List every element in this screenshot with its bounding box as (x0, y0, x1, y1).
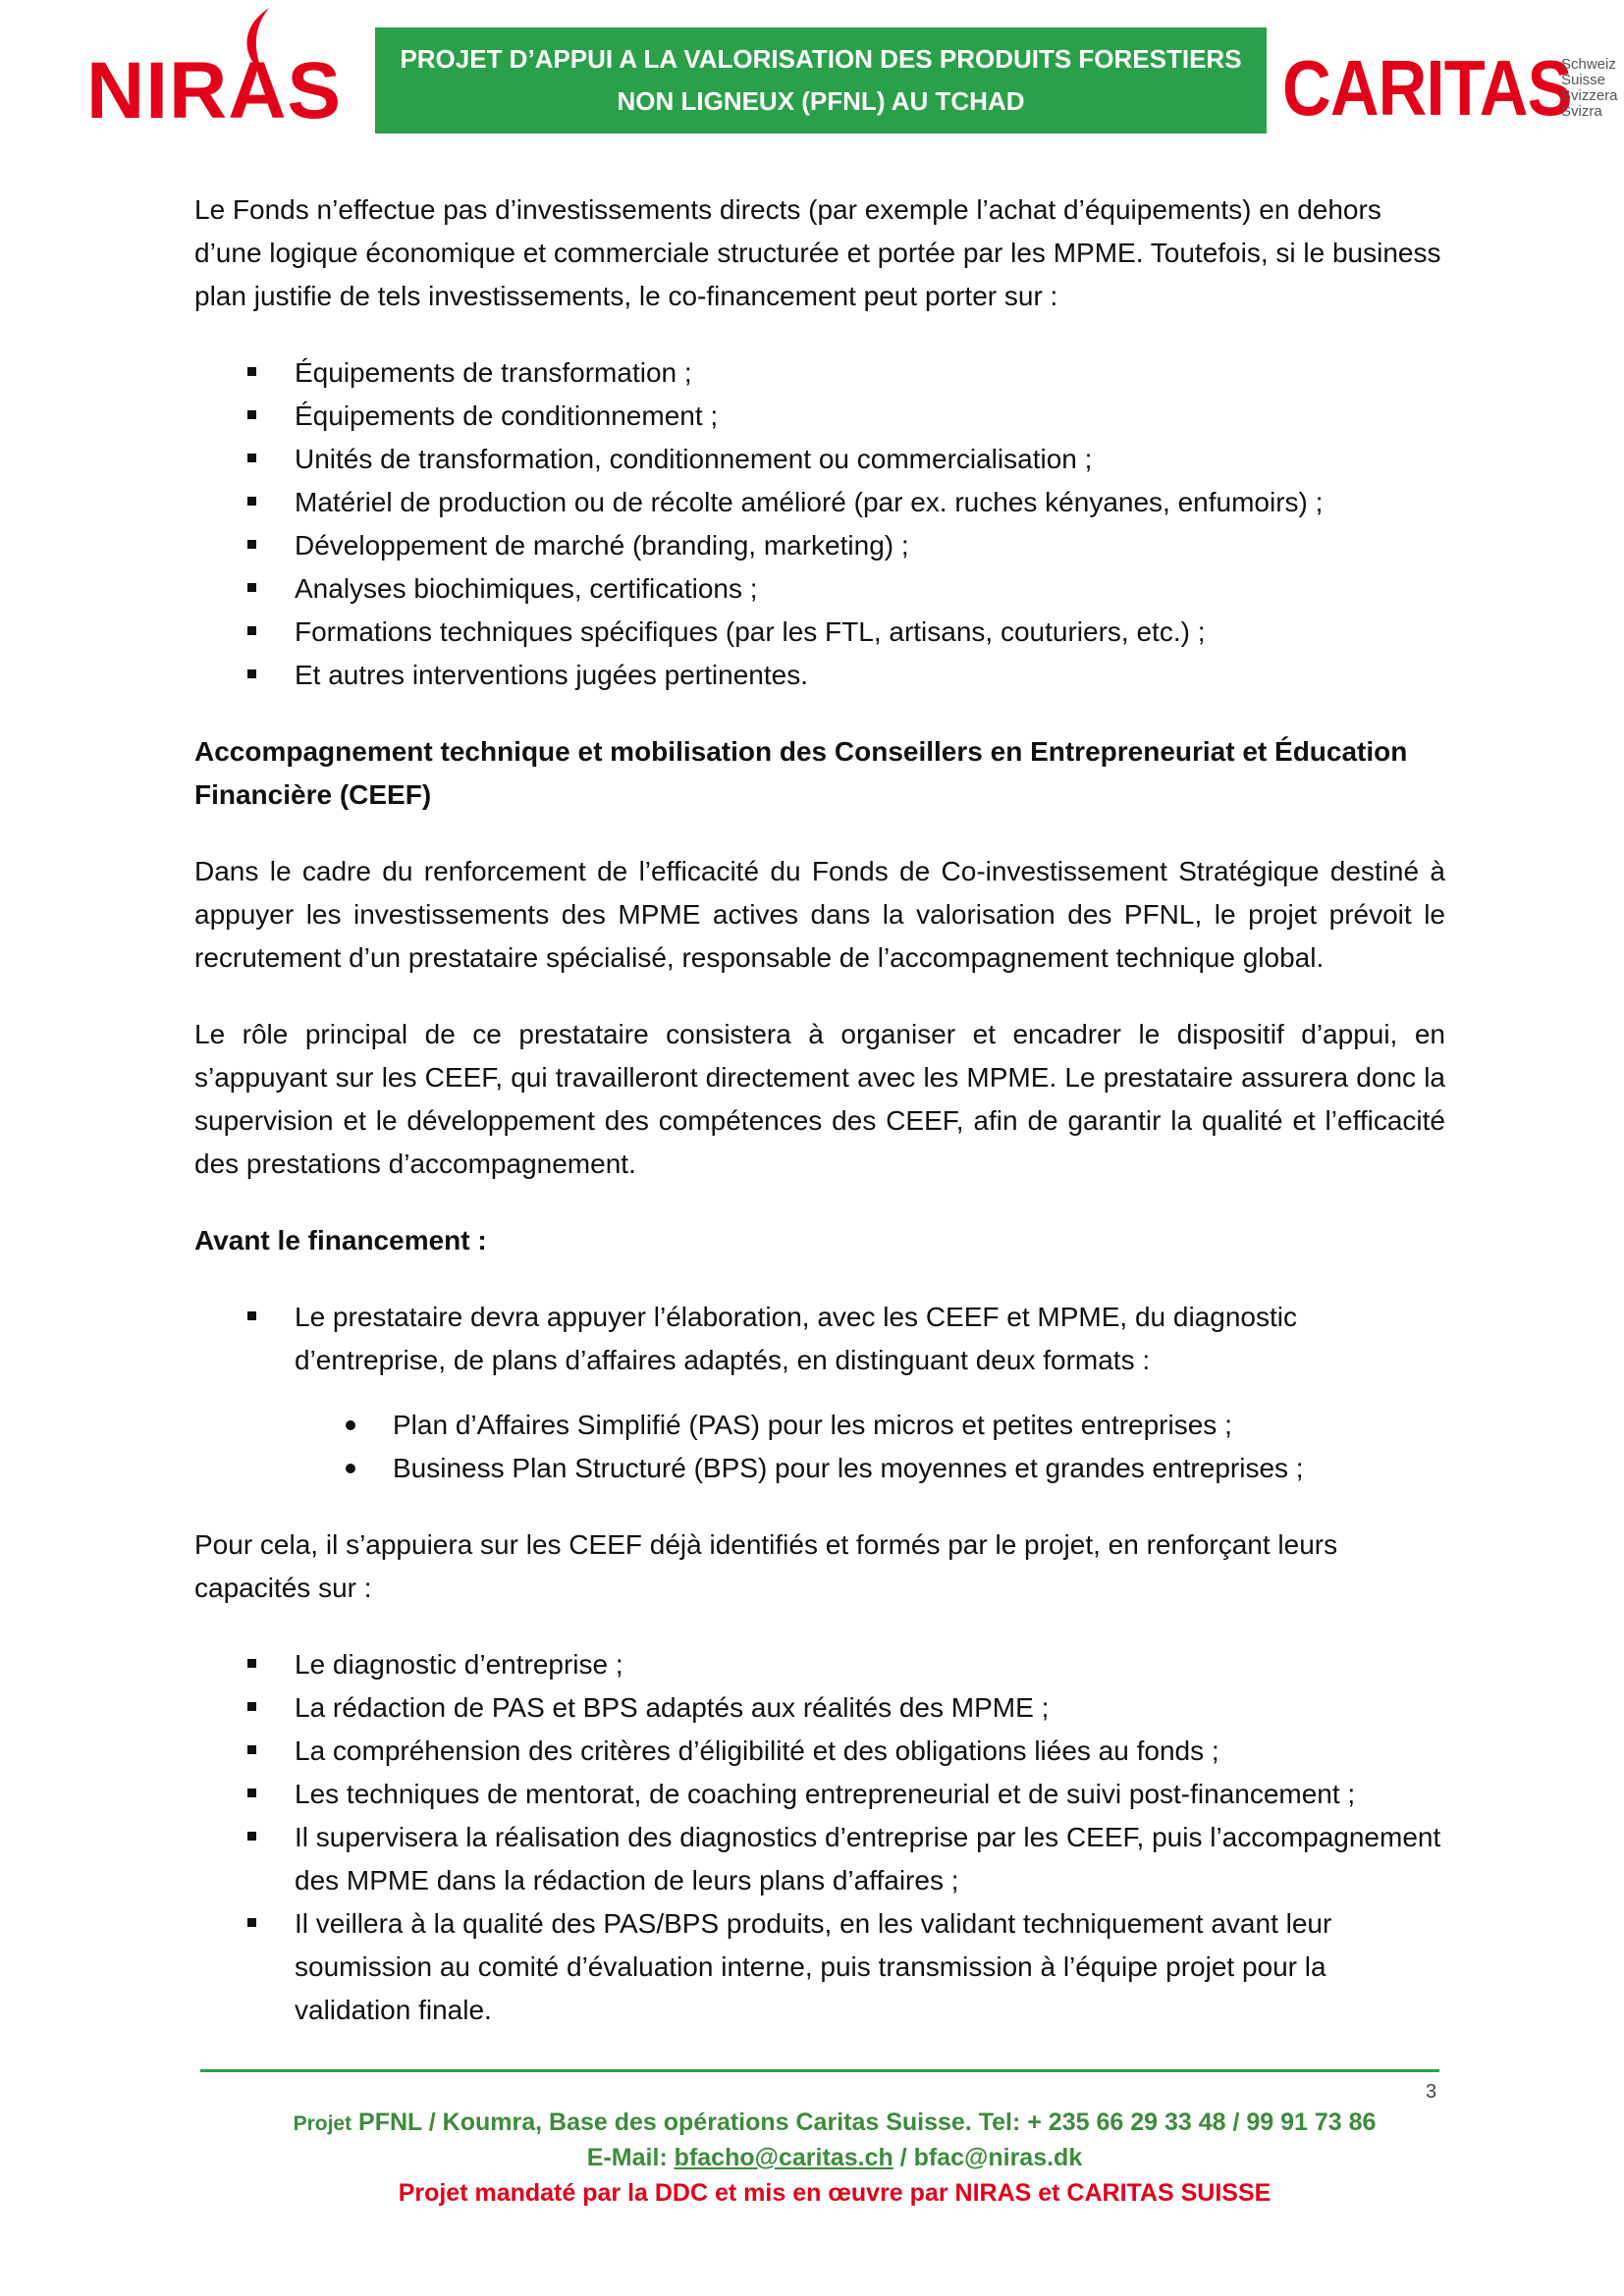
niras-logo (86, 47, 342, 135)
list-item: Équipements de conditionnement ; (194, 395, 1445, 438)
section-heading-before-financing: Avant le financement : (194, 1225, 487, 1255)
footer-divider (200, 2069, 1439, 2072)
footer-projet-prefix: Projet (293, 2112, 352, 2135)
caritas-logo (1282, 44, 1618, 132)
list-item: Les techniques de mentorat, de coaching entrepreneurial et de suivi post-financement ; (194, 1773, 1445, 1816)
footer-mandate-line: Projet mandaté par la DDC et mis en œuvre par NIRAS et CARITAS SUISSE (398, 2179, 1272, 2207)
capacities-list (194, 1643, 1445, 2032)
before-financing-list (194, 1296, 1445, 1382)
banner-line-2: NON LIGNEUX (PFNL) AU TCHAD (617, 86, 1025, 116)
list-item: Matériel de production ou de récolte amélioré (par ex. ruches kényanes, enfumoirs) ; (194, 481, 1445, 524)
caritas-logo-languages (1561, 57, 1618, 120)
list-item: Et autres interventions jugées pertinentes. (194, 654, 1445, 697)
list-item: La rédaction de PAS et BPS adaptés aux réalités des MPME ; (194, 1686, 1445, 1730)
list-item: Formations techniques spécifiques (par les FTL, artisans, couturiers, etc.) ; (194, 611, 1445, 654)
investments-list (194, 351, 1445, 697)
list-item: La compréhension des critères d’éligibilité et des obligations liées au fonds ; (194, 1730, 1445, 1773)
list-item: Le diagnostic d’entreprise ; (194, 1643, 1445, 1686)
footer-email-label: E-Mail: (586, 2144, 675, 2171)
business-plan-formats-list (194, 1404, 1445, 1490)
list-item: Unités de transformation, conditionnement ou commercialisation ; (194, 438, 1445, 481)
document-body (194, 188, 1445, 2065)
email-link-caritas[interactable]: bfacho@caritas.ch (674, 2144, 893, 2171)
list-item: Développement de marché (branding, marketing) ; (194, 524, 1445, 567)
section-heading-ceef: Accompagnement technique et mobilisation des Conseillers en Entrepreneuriat et Éducation Financière (CEEF) (194, 736, 1408, 810)
caritas-lang-2: Suisse (1561, 72, 1606, 88)
page-number: 3 (1426, 2081, 1437, 2103)
footer-contact-text: PFNL / Koumra, Base des opérations Caritas Suisse. Tel: + 235 66 29 33 48 / 99 91 73 86 (352, 2109, 1377, 2136)
project-title-banner (375, 27, 1267, 133)
footer-email-separator: / (893, 2144, 914, 2171)
niras-leaf-icon (236, 4, 275, 65)
intro-paragraph: Le Fonds n’effectue pas d’investissements directs (par exemple l’achat d’équipements) en dehors d’une logique économique et commerciale structurée et portée par les MPME. Toutefois, si le business plan justifie de tels investissements, le co-financement peut porter sur : (194, 194, 1441, 311)
list-item: Il veillera à la qualité des PAS/BPS produits, en les validant techniquement avant leur soumission au comité d’évaluation interne, puis transmission à l’équipe projet pour la validation finale. (194, 1902, 1445, 2032)
list-item: Équipements de transformation ; (194, 351, 1445, 395)
caritas-lang-1: Schweiz (1561, 56, 1616, 73)
caritas-lang-4: Svizra (1561, 103, 1602, 120)
footer-email-line (147, 2140, 1522, 2175)
banner-line-1: PROJET D’APPUI A LA VALORISATION DES PRODUITS FORESTIERS (400, 44, 1242, 74)
footer-contact-line (147, 2105, 1522, 2142)
list-item: Analyses biochimiques, certifications ; (194, 567, 1445, 611)
list-item: Il supervisera la réalisation des diagnostics d’entreprise par les CEEF, puis l’accompagnement des MPME dans la rédaction de leurs plans d’affaires ; (194, 1816, 1445, 1902)
niras-logo-text: NIRAS (86, 46, 343, 135)
list-item: Business Plan Structuré (BPS) pour les moyennes et grandes entreprises ; (194, 1447, 1445, 1490)
paragraph-capacities: Pour cela, il s’appuiera sur les CEEF déjà identifiés et formés par le projet, en renforçant leurs capacités sur : (194, 1529, 1338, 1603)
email-niras: bfac@niras.dk (913, 2144, 1083, 2171)
paragraph-role: Le rôle principal de ce prestataire consistera à organiser et encadrer le dispositif d’appui, en s’appuyant sur les CEEF, qui travailleront directement avec les MPME. Le prestataire assurera donc la supervision et le développement des compétences des CEEF, afin de garantir la qualité et l’efficacité des prestations d’accompagnement. (194, 1019, 1445, 1179)
paragraph-context: Dans le cadre du renforcement de l’efficacité du Fonds de Co-investissement Stratégique destiné à appuyer les investissements des MPME actives dans la valorisation des PFNL, le projet prévoit le recrutement d’un prestataire spécialisé, responsable de l’accompagnement technique global. (194, 856, 1445, 973)
list-item: Le prestataire devra appuyer l’élaboration, avec les CEEF et MPME, du diagnostic d’entreprise, de plans d’affaires adaptés, en distinguant deux formats : (194, 1296, 1445, 1382)
caritas-lang-3: Svizzera (1561, 87, 1618, 104)
caritas-logo-text: CARITAS (1282, 44, 1572, 132)
list-item: Plan d’Affaires Simplifié (PAS) pour les micros et petites entreprises ; (194, 1404, 1445, 1447)
